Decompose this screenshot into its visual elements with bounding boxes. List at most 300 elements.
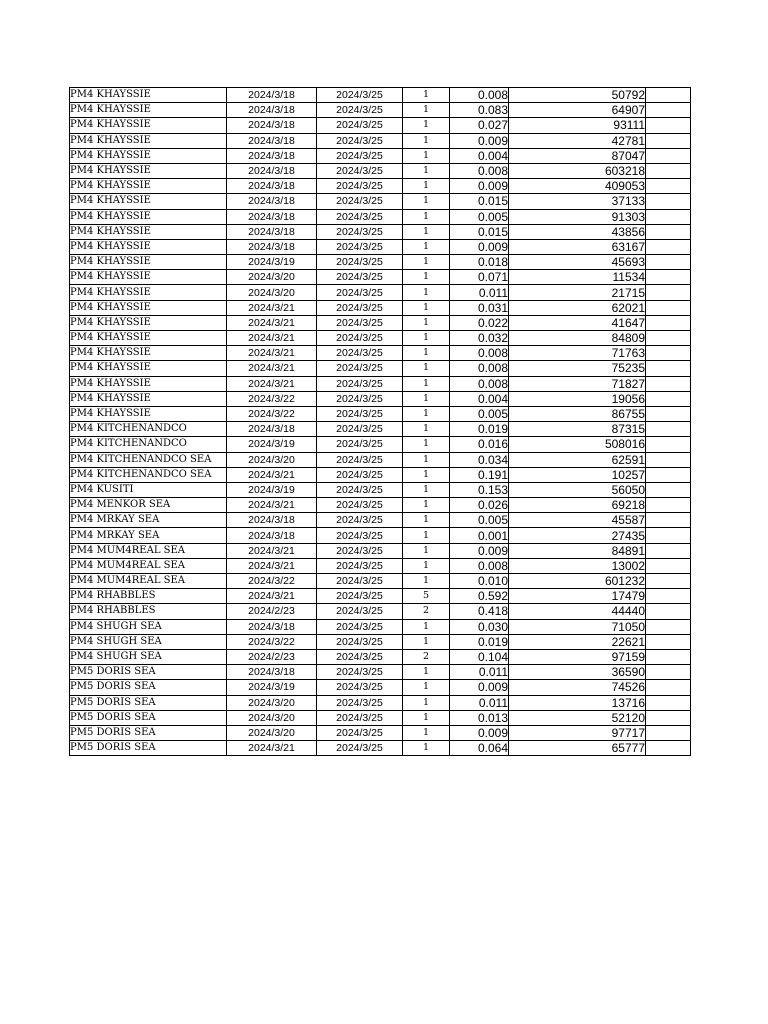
cell-name: PM4 SHUGH SEA (70, 649, 227, 664)
cell-end-date: 2024/3/25 (317, 179, 403, 194)
cell-name: PM5 DORIS SEA (70, 680, 227, 695)
cell-start-date: 2024/3/18 (227, 665, 317, 680)
cell-start-date: 2024/3/20 (227, 725, 317, 740)
cell-start-date: 2024/3/21 (227, 558, 317, 573)
cell-code: 21715 (509, 285, 646, 300)
cell-empty (646, 467, 691, 482)
cell-code: 13002 (509, 558, 646, 573)
cell-start-date: 2024/3/19 (227, 437, 317, 452)
cell-code: 52120 (509, 710, 646, 725)
cell-name: PM4 KHAYSSIE (70, 194, 227, 209)
cell-empty (646, 422, 691, 437)
cell-end-date: 2024/3/25 (317, 574, 403, 589)
cell-quantity: 1 (403, 634, 450, 649)
cell-end-date: 2024/3/25 (317, 543, 403, 558)
table-row (70, 88, 691, 103)
cell-weight: 0.015 (450, 194, 509, 209)
cell-weight: 0.031 (450, 300, 509, 315)
cell-weight: 0.022 (450, 315, 509, 330)
table-row (70, 665, 691, 680)
cell-name: PM5 DORIS SEA (70, 665, 227, 680)
cell-name: PM4 KHAYSSIE (70, 163, 227, 178)
cell-end-date: 2024/3/25 (317, 255, 403, 270)
cell-start-date: 2024/3/18 (227, 179, 317, 194)
cell-start-date: 2024/3/21 (227, 741, 317, 756)
cell-quantity: 1 (403, 103, 450, 118)
cell-name: PM4 MUM4REAL SEA (70, 543, 227, 558)
table-row (70, 543, 691, 558)
table-row (70, 391, 691, 406)
table-row (70, 148, 691, 163)
cell-name: PM4 KHAYSSIE (70, 270, 227, 285)
table-row (70, 315, 691, 330)
cell-start-date: 2024/3/20 (227, 710, 317, 725)
table-row (70, 452, 691, 467)
cell-weight: 0.011 (450, 285, 509, 300)
cell-weight: 0.008 (450, 163, 509, 178)
cell-end-date: 2024/3/25 (317, 376, 403, 391)
cell-name: PM4 KHAYSSIE (70, 118, 227, 133)
cell-weight: 0.004 (450, 391, 509, 406)
cell-code: 508016 (509, 437, 646, 452)
cell-empty (646, 179, 691, 194)
cell-quantity: 2 (403, 649, 450, 664)
cell-name: PM4 KHAYSSIE (70, 88, 227, 103)
cell-end-date: 2024/3/25 (317, 619, 403, 634)
cell-quantity: 1 (403, 695, 450, 710)
cell-weight: 0.008 (450, 88, 509, 103)
cell-start-date: 2024/3/21 (227, 467, 317, 482)
cell-empty (646, 634, 691, 649)
cell-start-date: 2024/3/21 (227, 300, 317, 315)
cell-code: 75235 (509, 361, 646, 376)
cell-name: PM4 KHAYSSIE (70, 179, 227, 194)
table-row (70, 604, 691, 619)
cell-empty (646, 331, 691, 346)
cell-empty (646, 680, 691, 695)
cell-weight: 0.034 (450, 452, 509, 467)
cell-empty (646, 376, 691, 391)
cell-code: 97159 (509, 649, 646, 664)
cell-empty (646, 285, 691, 300)
table-row (70, 710, 691, 725)
cell-weight: 0.008 (450, 346, 509, 361)
table-row (70, 103, 691, 118)
cell-weight: 0.026 (450, 498, 509, 513)
cell-end-date: 2024/3/25 (317, 634, 403, 649)
cell-quantity: 1 (403, 361, 450, 376)
cell-quantity: 1 (403, 209, 450, 224)
cell-end-date: 2024/3/25 (317, 239, 403, 254)
cell-name: PM4 KITCHENANDCO SEA (70, 467, 227, 482)
cell-code: 62591 (509, 452, 646, 467)
cell-empty (646, 528, 691, 543)
cell-weight: 0.027 (450, 118, 509, 133)
cell-code: 84891 (509, 543, 646, 558)
cell-name: PM4 KHAYSSIE (70, 315, 227, 330)
cell-start-date: 2024/3/21 (227, 346, 317, 361)
cell-start-date: 2024/3/18 (227, 148, 317, 163)
table-row (70, 194, 691, 209)
cell-start-date: 2024/3/18 (227, 619, 317, 634)
table-row (70, 163, 691, 178)
cell-end-date: 2024/3/25 (317, 528, 403, 543)
cell-name: PM4 KHAYSSIE (70, 300, 227, 315)
cell-code: 84809 (509, 331, 646, 346)
cell-end-date: 2024/3/25 (317, 224, 403, 239)
table-row (70, 482, 691, 497)
cell-start-date: 2024/3/18 (227, 422, 317, 437)
cell-start-date: 2024/3/18 (227, 239, 317, 254)
cell-end-date: 2024/3/25 (317, 482, 403, 497)
table-row (70, 300, 691, 315)
cell-quantity: 1 (403, 315, 450, 330)
cell-weight: 0.592 (450, 589, 509, 604)
table-row (70, 133, 691, 148)
table-row (70, 346, 691, 361)
cell-code: 93111 (509, 118, 646, 133)
cell-empty (646, 604, 691, 619)
cell-end-date: 2024/3/25 (317, 558, 403, 573)
table-row (70, 558, 691, 573)
cell-quantity: 1 (403, 619, 450, 634)
table-row (70, 255, 691, 270)
cell-empty (646, 194, 691, 209)
cell-start-date: 2024/3/18 (227, 163, 317, 178)
cell-weight: 0.153 (450, 482, 509, 497)
cell-quantity: 1 (403, 710, 450, 725)
cell-code: 41647 (509, 315, 646, 330)
cell-end-date: 2024/3/25 (317, 452, 403, 467)
cell-empty (646, 270, 691, 285)
table-row (70, 331, 691, 346)
cell-name: PM4 RHABBLES (70, 604, 227, 619)
table-row (70, 270, 691, 285)
cell-code: 42781 (509, 133, 646, 148)
cell-empty (646, 209, 691, 224)
cell-weight: 0.009 (450, 543, 509, 558)
cell-name: PM4 KHAYSSIE (70, 376, 227, 391)
cell-start-date: 2024/3/22 (227, 634, 317, 649)
cell-end-date: 2024/3/25 (317, 695, 403, 710)
cell-end-date: 2024/3/25 (317, 467, 403, 482)
cell-weight: 0.008 (450, 361, 509, 376)
cell-name: PM4 KHAYSSIE (70, 224, 227, 239)
table-row (70, 741, 691, 756)
cell-start-date: 2024/3/22 (227, 406, 317, 421)
cell-quantity: 1 (403, 194, 450, 209)
cell-weight: 0.032 (450, 331, 509, 346)
cell-code: 71827 (509, 376, 646, 391)
table-row (70, 619, 691, 634)
cell-code: 63167 (509, 239, 646, 254)
cell-start-date: 2024/3/18 (227, 194, 317, 209)
table-row (70, 513, 691, 528)
cell-quantity: 1 (403, 148, 450, 163)
cell-empty (646, 498, 691, 513)
cell-start-date: 2024/3/21 (227, 543, 317, 558)
cell-quantity: 1 (403, 239, 450, 254)
cell-end-date: 2024/3/25 (317, 741, 403, 756)
table-row (70, 285, 691, 300)
cell-name: PM4 KITCHENANDCO (70, 437, 227, 452)
cell-end-date: 2024/3/25 (317, 133, 403, 148)
cell-empty (646, 710, 691, 725)
cell-code: 17479 (509, 589, 646, 604)
cell-code: 74526 (509, 680, 646, 695)
cell-code: 87315 (509, 422, 646, 437)
cell-quantity: 1 (403, 133, 450, 148)
cell-end-date: 2024/3/25 (317, 680, 403, 695)
cell-end-date: 2024/3/25 (317, 148, 403, 163)
cell-quantity: 1 (403, 467, 450, 482)
cell-weight: 0.005 (450, 513, 509, 528)
cell-name: PM5 DORIS SEA (70, 695, 227, 710)
cell-start-date: 2024/3/21 (227, 498, 317, 513)
cell-code: 10257 (509, 467, 646, 482)
cell-empty (646, 148, 691, 163)
cell-empty (646, 88, 691, 103)
cell-weight: 0.011 (450, 665, 509, 680)
cell-quantity: 1 (403, 422, 450, 437)
cell-name: PM4 KHAYSSIE (70, 209, 227, 224)
cell-start-date: 2024/3/19 (227, 482, 317, 497)
cell-weight: 0.010 (450, 574, 509, 589)
cell-empty (646, 543, 691, 558)
cell-empty (646, 589, 691, 604)
cell-end-date: 2024/3/25 (317, 498, 403, 513)
cell-name: PM4 KHAYSSIE (70, 148, 227, 163)
cell-code: 62021 (509, 300, 646, 315)
cell-name: PM4 KHAYSSIE (70, 255, 227, 270)
cell-empty (646, 224, 691, 239)
cell-end-date: 2024/3/25 (317, 513, 403, 528)
cell-code: 71050 (509, 619, 646, 634)
cell-start-date: 2024/3/20 (227, 270, 317, 285)
cell-name: PM4 KHAYSSIE (70, 361, 227, 376)
cell-end-date: 2024/3/25 (317, 361, 403, 376)
cell-weight: 0.071 (450, 270, 509, 285)
table-row (70, 574, 691, 589)
cell-quantity: 5 (403, 589, 450, 604)
cell-end-date: 2024/3/25 (317, 346, 403, 361)
cell-start-date: 2024/3/21 (227, 376, 317, 391)
cell-start-date: 2024/3/20 (227, 285, 317, 300)
cell-weight: 0.004 (450, 148, 509, 163)
table-row (70, 695, 691, 710)
cell-code: 19056 (509, 391, 646, 406)
cell-weight: 0.019 (450, 634, 509, 649)
cell-quantity: 1 (403, 513, 450, 528)
cell-weight: 0.083 (450, 103, 509, 118)
cell-quantity: 1 (403, 179, 450, 194)
cell-empty (646, 574, 691, 589)
cell-quantity: 1 (403, 725, 450, 740)
cell-name: PM4 KHAYSSIE (70, 331, 227, 346)
cell-empty (646, 239, 691, 254)
cell-start-date: 2024/3/18 (227, 209, 317, 224)
cell-quantity: 1 (403, 543, 450, 558)
cell-end-date: 2024/3/25 (317, 163, 403, 178)
cell-end-date: 2024/3/25 (317, 406, 403, 421)
table-row (70, 209, 691, 224)
table-row (70, 422, 691, 437)
cell-weight: 0.008 (450, 558, 509, 573)
cell-start-date: 2024/3/18 (227, 513, 317, 528)
cell-start-date: 2024/3/18 (227, 88, 317, 103)
cell-end-date: 2024/3/25 (317, 194, 403, 209)
cell-name: PM4 KHAYSSIE (70, 391, 227, 406)
cell-code: 44440 (509, 604, 646, 619)
table-row (70, 634, 691, 649)
cell-code: 37133 (509, 194, 646, 209)
table-row (70, 528, 691, 543)
cell-quantity: 1 (403, 482, 450, 497)
table-row (70, 376, 691, 391)
cell-weight: 0.418 (450, 604, 509, 619)
table-row (70, 179, 691, 194)
cell-end-date: 2024/3/25 (317, 209, 403, 224)
cell-name: PM5 DORIS SEA (70, 725, 227, 740)
cell-start-date: 2024/3/20 (227, 695, 317, 710)
cell-code: 87047 (509, 148, 646, 163)
cell-start-date: 2024/3/21 (227, 589, 317, 604)
cell-quantity: 1 (403, 163, 450, 178)
cell-code: 91303 (509, 209, 646, 224)
cell-quantity: 1 (403, 741, 450, 756)
cell-code: 43856 (509, 224, 646, 239)
cell-quantity: 1 (403, 528, 450, 543)
cell-start-date: 2024/3/22 (227, 391, 317, 406)
cell-end-date: 2024/3/25 (317, 665, 403, 680)
cell-empty (646, 315, 691, 330)
cell-empty (646, 361, 691, 376)
cell-code: 86755 (509, 406, 646, 421)
cell-end-date: 2024/3/25 (317, 437, 403, 452)
cell-weight: 0.030 (450, 619, 509, 634)
cell-start-date: 2024/3/19 (227, 680, 317, 695)
cell-end-date: 2024/3/25 (317, 300, 403, 315)
cell-code: 36590 (509, 665, 646, 680)
cell-quantity: 1 (403, 376, 450, 391)
cell-weight: 0.009 (450, 725, 509, 740)
cell-end-date: 2024/3/25 (317, 331, 403, 346)
cell-quantity: 1 (403, 574, 450, 589)
cell-code: 603218 (509, 163, 646, 178)
cell-empty (646, 300, 691, 315)
cell-start-date: 2024/3/18 (227, 118, 317, 133)
cell-quantity: 1 (403, 224, 450, 239)
cell-empty (646, 649, 691, 664)
cell-end-date: 2024/3/25 (317, 725, 403, 740)
cell-quantity: 1 (403, 406, 450, 421)
cell-empty (646, 665, 691, 680)
cell-quantity: 1 (403, 498, 450, 513)
cell-weight: 0.191 (450, 467, 509, 482)
table-row (70, 589, 691, 604)
cell-quantity: 2 (403, 604, 450, 619)
cell-weight: 0.011 (450, 695, 509, 710)
cell-start-date: 2024/3/21 (227, 331, 317, 346)
cell-empty (646, 558, 691, 573)
cell-empty (646, 391, 691, 406)
cell-end-date: 2024/3/25 (317, 88, 403, 103)
cell-end-date: 2024/3/25 (317, 118, 403, 133)
cell-weight: 0.009 (450, 680, 509, 695)
cell-code: 64907 (509, 103, 646, 118)
cell-start-date: 2024/3/18 (227, 224, 317, 239)
cell-empty (646, 452, 691, 467)
cell-start-date: 2024/3/21 (227, 361, 317, 376)
cell-start-date: 2024/3/21 (227, 315, 317, 330)
table-row (70, 467, 691, 482)
cell-quantity: 1 (403, 665, 450, 680)
cell-weight: 0.005 (450, 406, 509, 421)
table-row (70, 437, 691, 452)
table-row (70, 406, 691, 421)
cell-code: 11534 (509, 270, 646, 285)
cell-quantity: 1 (403, 88, 450, 103)
cell-quantity: 1 (403, 452, 450, 467)
cell-name: PM4 MUM4REAL SEA (70, 558, 227, 573)
cell-quantity: 1 (403, 255, 450, 270)
cell-weight: 0.013 (450, 710, 509, 725)
cell-start-date: 2024/3/18 (227, 103, 317, 118)
cell-start-date: 2024/3/19 (227, 255, 317, 270)
cell-code: 409053 (509, 179, 646, 194)
cell-quantity: 1 (403, 680, 450, 695)
cell-weight: 0.064 (450, 741, 509, 756)
cell-end-date: 2024/3/25 (317, 589, 403, 604)
cell-weight: 0.019 (450, 422, 509, 437)
table-row (70, 361, 691, 376)
cell-code: 71763 (509, 346, 646, 361)
table-row (70, 118, 691, 133)
cell-name: PM4 KHAYSSIE (70, 239, 227, 254)
cell-end-date: 2024/3/25 (317, 270, 403, 285)
cell-empty (646, 118, 691, 133)
cell-name: PM4 SHUGH SEA (70, 634, 227, 649)
cell-weight: 0.016 (450, 437, 509, 452)
cell-empty (646, 619, 691, 634)
cell-name: PM4 KHAYSSIE (70, 285, 227, 300)
cell-code: 69218 (509, 498, 646, 513)
cell-code: 50792 (509, 88, 646, 103)
cell-name: PM5 DORIS SEA (70, 710, 227, 725)
cell-end-date: 2024/3/25 (317, 285, 403, 300)
cell-code: 601232 (509, 574, 646, 589)
cell-name: PM4 MRKAY SEA (70, 528, 227, 543)
cell-weight: 0.009 (450, 179, 509, 194)
cell-end-date: 2024/3/25 (317, 391, 403, 406)
cell-name: PM4 KITCHENANDCO SEA (70, 452, 227, 467)
cell-empty (646, 482, 691, 497)
cell-name: PM4 MUM4REAL SEA (70, 574, 227, 589)
cell-start-date: 2024/2/23 (227, 649, 317, 664)
cell-weight: 0.104 (450, 649, 509, 664)
cell-weight: 0.009 (450, 133, 509, 148)
cell-empty (646, 741, 691, 756)
cell-name: PM4 KHAYSSIE (70, 133, 227, 148)
cell-quantity: 1 (403, 300, 450, 315)
cell-weight: 0.005 (450, 209, 509, 224)
cell-quantity: 1 (403, 285, 450, 300)
cell-empty (646, 513, 691, 528)
table-row (70, 498, 691, 513)
cell-start-date: 2024/3/18 (227, 528, 317, 543)
cell-empty (646, 133, 691, 148)
cell-name: PM4 MRKAY SEA (70, 513, 227, 528)
